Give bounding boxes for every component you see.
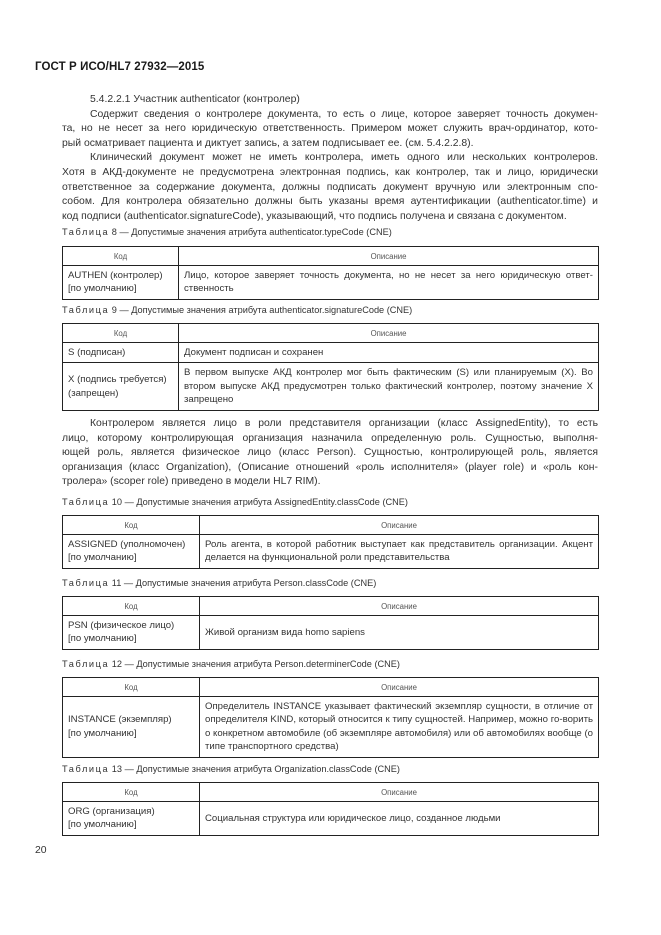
paragraph-line: Хотя в АКД-документе не предусмотрена электронная подпись, как контролер, так и лицо, юридически [62,166,598,178]
column-header-description: Описание [179,247,599,266]
description-cell: Лицо, которое заверяет точность документа, но не несет за него юридическую ответ-ственность [179,266,599,300]
table-caption-11: Таблица 11 — Допустимые значения атрибута Person.classCode (CNE) [62,578,377,588]
description-cell: Определитель INSTANCE указывает фактический экземпляр сущности, в отличие от определителя KIND, который относится к типу сущностей. Например, можно го-ворить о конкретном автомобиле (об экземпляре автомобиля) или об автомобилях вообще (о типе транспортного средства) [200,697,599,758]
description-cell: Роль агента, в которой работник выступает как представитель организации. Акцент делается на функциональной роли представительства [200,535,599,569]
table-caption-10: Таблица 10 — Допустимые значения атрибута AssignedEntity.classCode (CNE) [62,497,408,507]
column-header-code: Код [63,516,200,535]
table-8 [62,246,599,300]
page-number: 20 [35,845,47,856]
table-caption-9: Таблица 9 — Допустимые значения атрибута authenticator.signatureCode (CNE) [62,305,413,315]
column-header-code: Код [63,678,200,697]
table-12 [62,677,599,758]
code-cell: S (подписан) [63,343,179,363]
column-header-code: Код [63,783,200,802]
description-cell: Социальная структура или юридическое лицо, созданное людьми [200,802,599,836]
paragraph-line: Контролером является лицо в роли представителя организации (класс AssignedEntity), то есть [90,418,598,429]
document-header: ГОСТ Р ИСО/HL7 27932—2015 [35,61,205,73]
section-heading: 5.4.2.2.1 Участник authenticator (контролер) [90,94,300,105]
code-cell: INSTANCE (экземпляр) [по умолчанию] [63,697,200,758]
table-caption-8: Таблица 8 — Допустимые значения атрибута authenticator.typeCode (CNE) [62,227,392,237]
description-cell: Живой организм вида homo sapiens [200,616,599,650]
table-9 [62,323,599,411]
code-cell: X (подпись требуется) (запрещен) [63,363,179,410]
table-row [63,616,599,650]
paragraph-line: код подписи (authenticator.signatureCode), указывающий, что подпись получена и связана с документом. [62,210,567,222]
table-row [63,343,599,363]
paragraph-line: та, но не несет за него юридическую ответственность. Примером может служить врач-ординатор, кото- [62,123,598,135]
paragraph-line: организация (класс Organization), (Описание отношений «роль исполнителя» (player role) и «роль кон- [62,461,598,473]
paragraph-line: ющей роль, является физическое лицо (класс Person). Сущностью, контролирующей роль, является [62,447,598,459]
paragraph-line: тролера» (scoper role) приведено в модели HL7 RIM). [62,476,321,488]
table-row [63,697,599,758]
column-header-code: Код [63,247,179,266]
paragraph-line: лицо, которому контролирующая организация назначила определенную роль. Сущностью, выполня- [62,432,598,444]
table-11 [62,596,599,650]
column-header-description: Описание [200,597,599,616]
paragraph-line: собом. Для контролера обязательно должны быть указаны время аутентификации (authenticator.time) и [62,196,598,208]
column-header-description: Описание [179,324,599,343]
description-cell: В первом выпуске АКД контролер мог быть фактическим (S) или планируемым (X). Во втором выпуске АКД предусмотрен только фактический контролер, поэтому значение X запрещено [179,363,599,410]
column-header-description: Описание [200,678,599,697]
code-cell: ASSIGNED (уполномочен) [по умолчанию] [63,535,200,569]
code-cell: ORG (организация) [по умолчанию] [63,802,200,836]
code-cell: AUTHEN (контролер) [по умолчанию] [63,266,179,300]
paragraph-line: ответственное за содержание документа, должны подписать документ вручную или электронным спо- [62,181,598,193]
column-header-description: Описание [200,783,599,802]
table-caption-13: Таблица 13 — Допустимые значения атрибута Organization.classCode (CNE) [62,764,400,774]
column-header-description: Описание [200,516,599,535]
table-row [63,535,599,569]
code-cell: PSN (физическое лицо) [по умолчанию] [63,616,200,650]
table-row [63,363,599,410]
paragraph-line: рый осматривает пациента и диктует запись, а затем подписывает ее. (см. 5.4.2.2.8). [62,137,474,149]
paragraph-line: Содержит сведения о контролере документа, то есть о лице, которое заверяет точность докумен- [90,108,598,120]
table-row [63,266,599,300]
table-caption-12: Таблица 12 — Допустимые значения атрибута Person.determinerCode (CNE) [62,659,400,669]
description-cell: Документ подписан и сохранен [179,343,599,363]
table-10 [62,515,599,569]
paragraph-line: Клинический документ может не иметь контролера, иметь одного или нескольких контролеров. [90,152,598,164]
paragraph-authenticator-role [62,417,598,490]
column-header-code: Код [63,324,179,343]
column-header-code: Код [63,597,200,616]
table-13 [62,782,599,836]
section-body [62,93,598,224]
table-row [63,802,599,836]
